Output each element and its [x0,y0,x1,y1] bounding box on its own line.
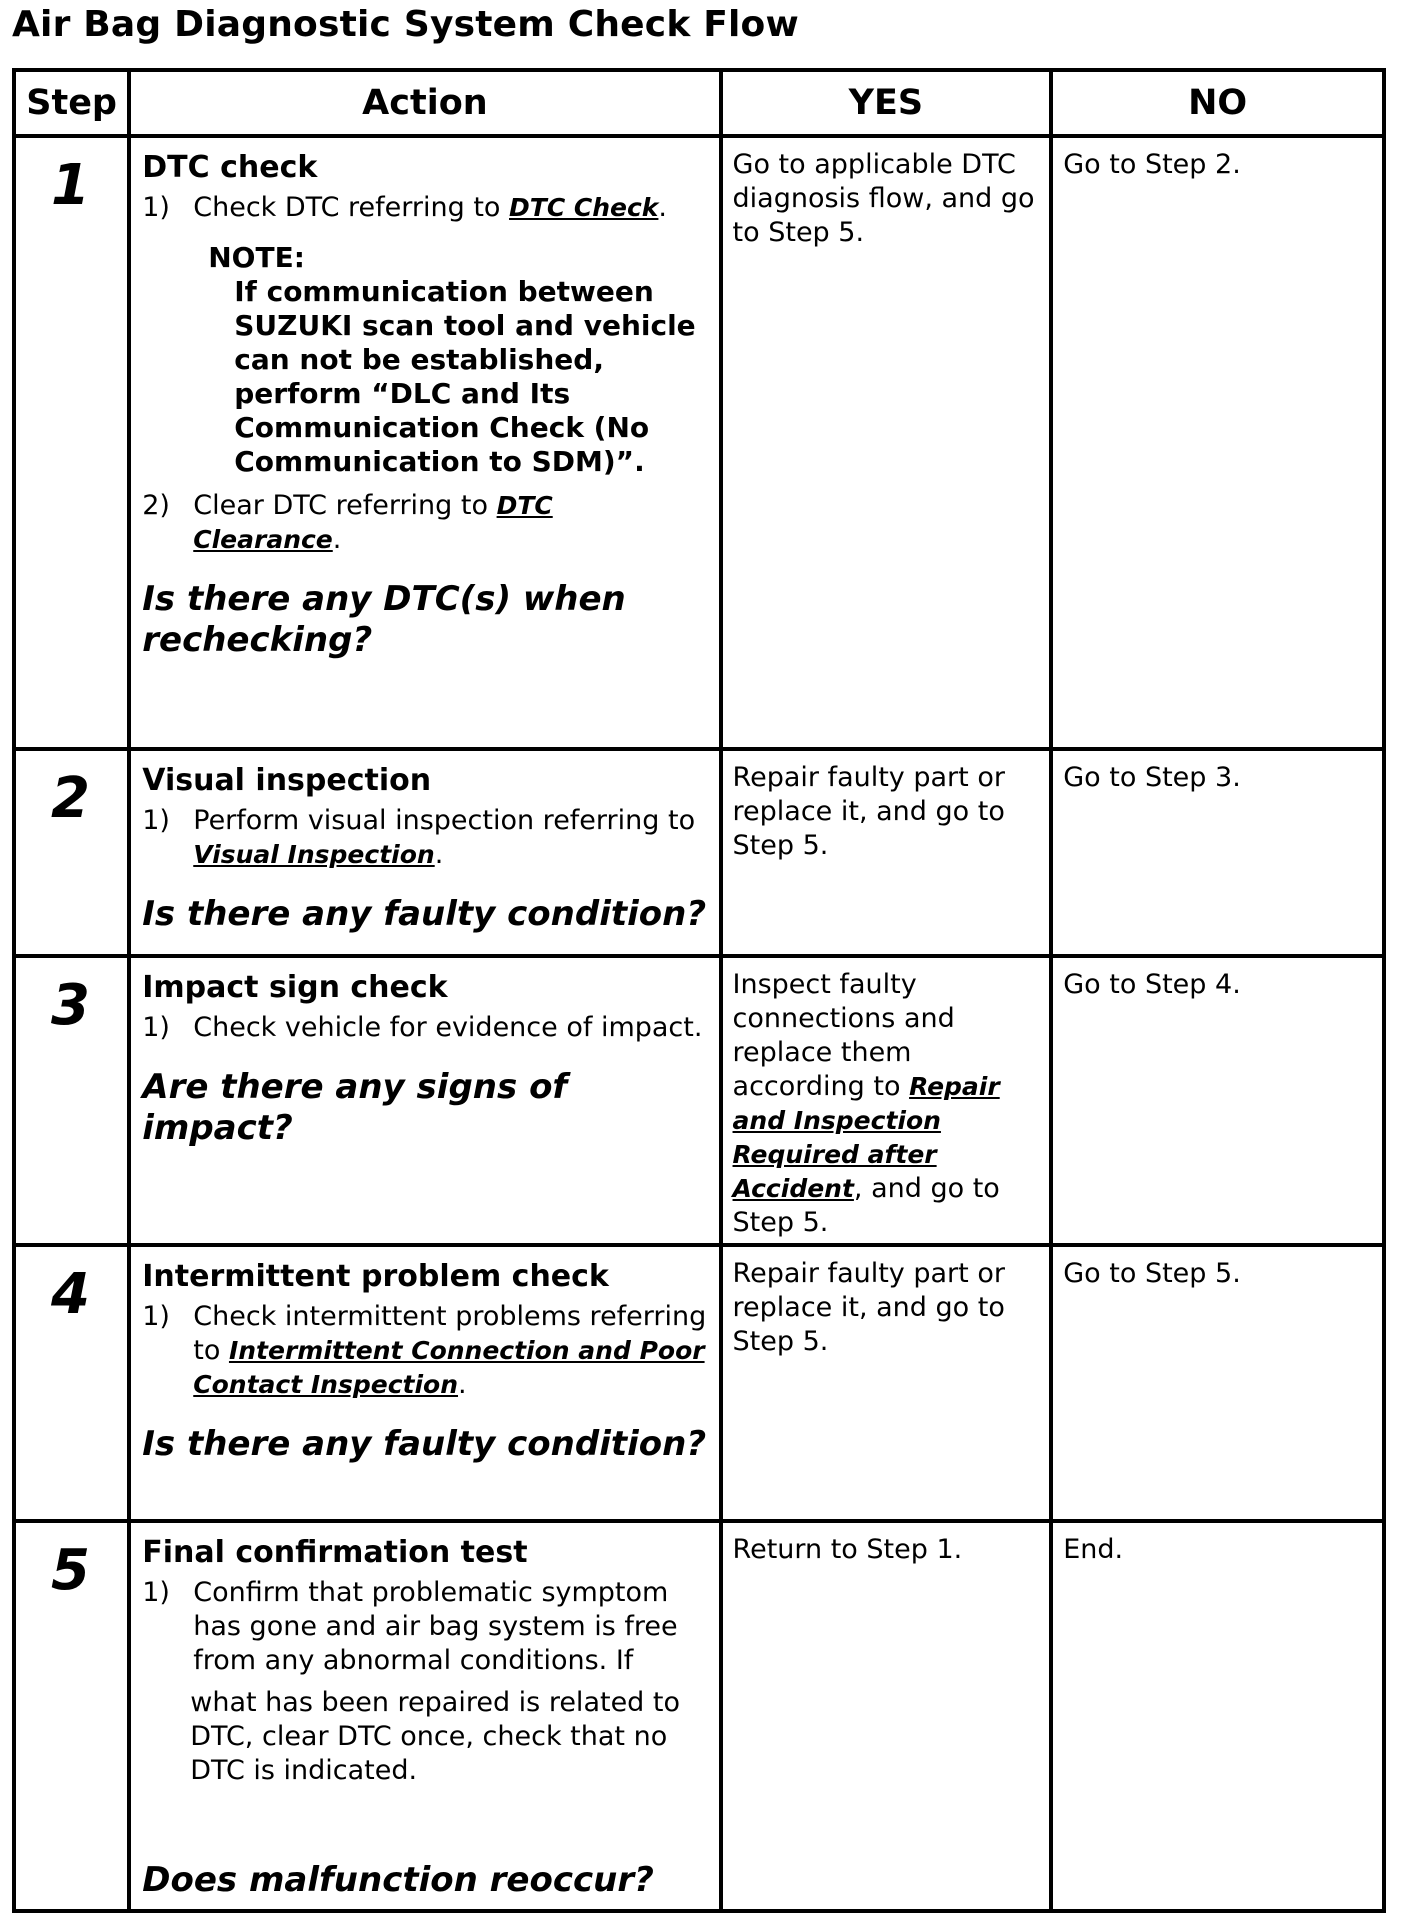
item-number: 1) [142,805,170,836]
yes-text: Inspect faulty connections and replace them according to [732,969,955,1102]
action-title: Final confirmation test [142,1535,528,1570]
step-question: Is there any faulty condition? [142,1424,707,1464]
action-item [142,1576,708,1678]
item-number: 1) [142,1577,170,1608]
item-suffix: . [434,839,444,870]
repair-inspection-link[interactable]: Repair and Inspection Required after Accident [732,1072,1000,1203]
step-question: Are there any signs of impact? [142,1067,568,1148]
item-number: 1) [142,1301,170,1332]
no-cell: Go to Step 2. [1051,136,1384,749]
header-yes: YES [721,70,1052,136]
action-item [142,191,708,225]
header-no: NO [1051,70,1384,136]
step-number: 2 [51,766,90,831]
step-question: Is there any faulty condition? [142,894,707,934]
action-item [142,489,708,557]
check-flow-table [12,68,1386,1913]
item-number: 1) [142,192,170,223]
table-row-step-1 [14,136,1384,749]
step-number: 5 [51,1538,90,1603]
no-cell: End. [1051,1521,1384,1911]
table-row-step-2 [14,749,1384,956]
yes-suffix: , and go to Step 5. [732,1173,1000,1238]
table-header-row [14,70,1384,136]
note-text: If communication between SUZUKI scan tool and vehicle can not be established, perform “DLC and Its Communication Check (No Communication to SDM)”. [234,275,696,478]
item-number: 2) [142,490,170,521]
note-block [208,241,708,479]
action-item [142,804,708,872]
item-text: Check DTC referring to [193,192,510,223]
item-text: Clear DTC referring to [193,490,497,521]
step-question: Does malfunction reoccur? [142,1860,654,1900]
item-text: Check vehicle for evidence of impact. [193,1012,703,1043]
intermittent-connection-link[interactable]: Intermittent Connection and Poor Contact Inspection [193,1336,705,1399]
item-number: 1) [142,1012,170,1043]
header-step: Step [14,70,129,136]
yes-cell: Go to applicable DTC diagnosis flow, and go to Step 5. [721,136,1052,749]
item-continuation: what has been repaired is related to DTC, clear DTC once, check that no DTC is indicated. [190,1687,681,1786]
action-title: Visual inspection [142,763,432,798]
step-number: 3 [51,973,90,1038]
item-text: Check intermittent problems referring to [193,1301,707,1366]
action-item [142,1011,708,1045]
item-text: Confirm that problematic symptom has gone and air bag system is free from any abnormal conditions. If [193,1577,678,1676]
no-cell: Go to Step 4. [1051,956,1384,1245]
yes-cell: Return to Step 1. [721,1521,1052,1911]
dtc-check-link[interactable]: DTC Check [509,193,659,222]
action-title: Intermittent problem check [142,1259,609,1294]
action-title: Impact sign check [142,970,448,1005]
step-number: 4 [51,1262,90,1327]
item-suffix: . [332,524,342,555]
note-label: NOTE: [208,241,305,274]
item-suffix: . [458,1369,467,1400]
yes-cell: Repair faulty part or replace it, and go to Step 5. [721,1245,1052,1521]
visual-inspection-link[interactable]: Visual Inspection [193,840,435,869]
no-cell: Go to Step 5. [1051,1245,1384,1521]
yes-cell: Repair faulty part or replace it, and go to Step 5. [721,749,1052,956]
page-title: Air Bag Diagnostic System Check Flow [12,4,799,45]
action-title: DTC check [142,150,318,185]
table-row-step-3 [14,956,1384,1245]
step-question: Is there any DTC(s) when rechecking? [142,579,626,660]
header-action: Action [129,70,720,136]
table-row-step-5 [14,1521,1384,1911]
item-text: Perform visual inspection referring to [193,805,696,836]
step-number: 1 [51,153,90,218]
no-cell: Go to Step 3. [1051,749,1384,956]
dtc-clearance-link[interactable]: DTC Clearance [193,491,553,554]
yes-cell [721,956,1052,1245]
table-row-step-4 [14,1245,1384,1521]
item-suffix: . [658,192,668,223]
action-item [142,1300,708,1402]
